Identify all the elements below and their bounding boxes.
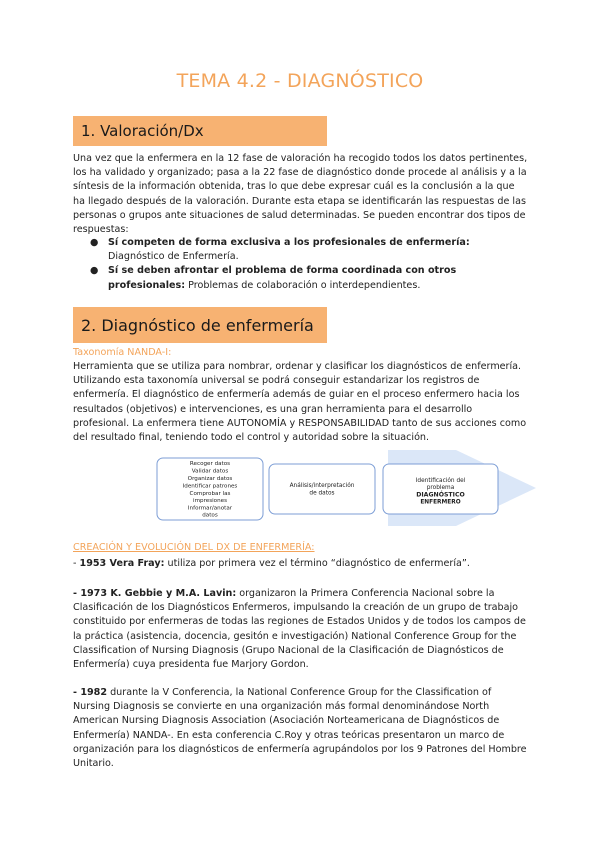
section-heading-valoracion: 1. Valoración/Dx	[73, 116, 327, 146]
history-entry-1973	[73, 587, 529, 672]
entry-bold: 1953 Vera Fray:	[79, 558, 165, 569]
entry-prefix: -	[73, 558, 80, 569]
taxonomy-paragraph: Herramienta que se utiliza para nombrar, ordenar y clasificar los diagnósticos de enfermería. Utilizando esta taxonomía universal se podrá conseguir estandarizar los registros de enfermería. El diagnóstico de enfermería además de guiar en el proceso enfermero hacia los resultados (objetivos) e intervenciones, es una gran herramienta para el desarrollo profesional. La enfermera tiene AUTONOMÍA y RESPONSABILIDAD tanto de sus acciones como del resultado final, teniendo todo el control y autoridad sobre la situación.	[73, 361, 527, 444]
bullet-icon: ●	[90, 265, 99, 277]
box1-line: Organizar datos	[187, 476, 233, 482]
entry-text: utiliza por primera vez el término “diagnóstico de enfermería”.	[164, 558, 470, 569]
box3-line: DIAGNÓSTICO	[416, 491, 465, 499]
box1-line: Comprobar las	[189, 491, 231, 497]
box1-line: impresiones	[193, 498, 227, 504]
list-item	[73, 236, 529, 264]
box1-line: Recoger datos	[189, 461, 231, 467]
history-heading: CREACIÓN Y EVOLUCIÓN DEL DX DE ENFERMERÍA:	[73, 542, 315, 553]
entry-text: durante la V Conferencia, la National Conference Group for the Classification of Nursing Diagnosis se convierte en una organización más formal denominándose North American Nursing Diagnosis Association (Asociación Norteamericana de Diagnósticos de Enfermería) NANDA-. En esta conferencia C.Roy y otras teóricas presentaron un marco de organización para los diagnósticos de enfermería agrupándolos por los 9 Patrones del Hombre Unitario.	[73, 687, 527, 770]
box2-line: Análisis/interpretación	[289, 483, 355, 489]
history-entry-1953	[73, 557, 529, 571]
box3-line: Identificación del	[415, 478, 466, 484]
bullet-bold: Sí se deben afrontar el problema de forma coordinada con otros profesionales:	[108, 265, 457, 291]
valoracion-paragraph: Una vez que la enfermera en la 12 fase de valoración ha recogido todos los datos pertinentes, los ha validado y organizado; pasa a la 22 fase de diagnóstico donde procede al análisis y a la síntesis de la información obtenida, tras lo que debe expresar cuál es la conclusión a la que ha llegado después de la valoración. Durante esta etapa se identificarán las respuestas de las personas o grupos ante situaciones de salud determinadas. Se pueden encontrar dos tipos de respuestas:	[73, 153, 528, 236]
entry-text: organizaron la Primera Conferencia Nacional sobre la Clasificación de los Diagnósticos Enfermeros, impulsando la creación de un grupo de trabajo constituido por enfermeras de todas las regiones de Estados Unidos y de todos los campos de la práctica (asistencia, docencia, gesitón e investigación) National Conference Group for the Classification of Nursing Diagnosis (Grupo Nacional de la Clasificación de Diagnósticos de Enfermería) cuya presidenta fue Marjory Gordon.	[73, 588, 526, 671]
bullet-bold: Sí competen de forma exclusiva a los profesionales de enfermería:	[108, 237, 470, 248]
box-analisis	[269, 464, 375, 514]
response-types-list	[73, 236, 529, 293]
box3-line: problema	[426, 485, 455, 491]
process-diagram	[156, 450, 536, 526]
box3-line: ENFERMERO	[420, 499, 461, 506]
box1-line: Validar datos	[191, 468, 229, 475]
bullet-text: Diagnóstico de Enfermería.	[108, 251, 239, 263]
box1-line: Identificar patrones	[182, 483, 238, 490]
page-title: TEMA 4.2 - DIAGNÓSTICO	[176, 70, 424, 92]
list-item	[73, 264, 529, 292]
taxonomy-label: Taxonomía NANDA-I:	[73, 347, 172, 358]
bullet-icon: ●	[90, 237, 99, 248]
history-entry-1982	[73, 686, 529, 771]
section-heading-diagnostico: 2. Diagnóstico de enfermería	[73, 307, 327, 343]
entry-bold: - 1982	[73, 687, 108, 698]
box2-line: de datos	[309, 490, 335, 497]
entry-bold: - 1973 K. Gebbie y M.A. Lavin:	[73, 588, 237, 599]
box1-line: Informar/anotar	[187, 505, 233, 512]
bullet-text: Problemas de colaboración o interdependientes.	[185, 279, 421, 291]
box1-line: datos	[202, 512, 218, 519]
